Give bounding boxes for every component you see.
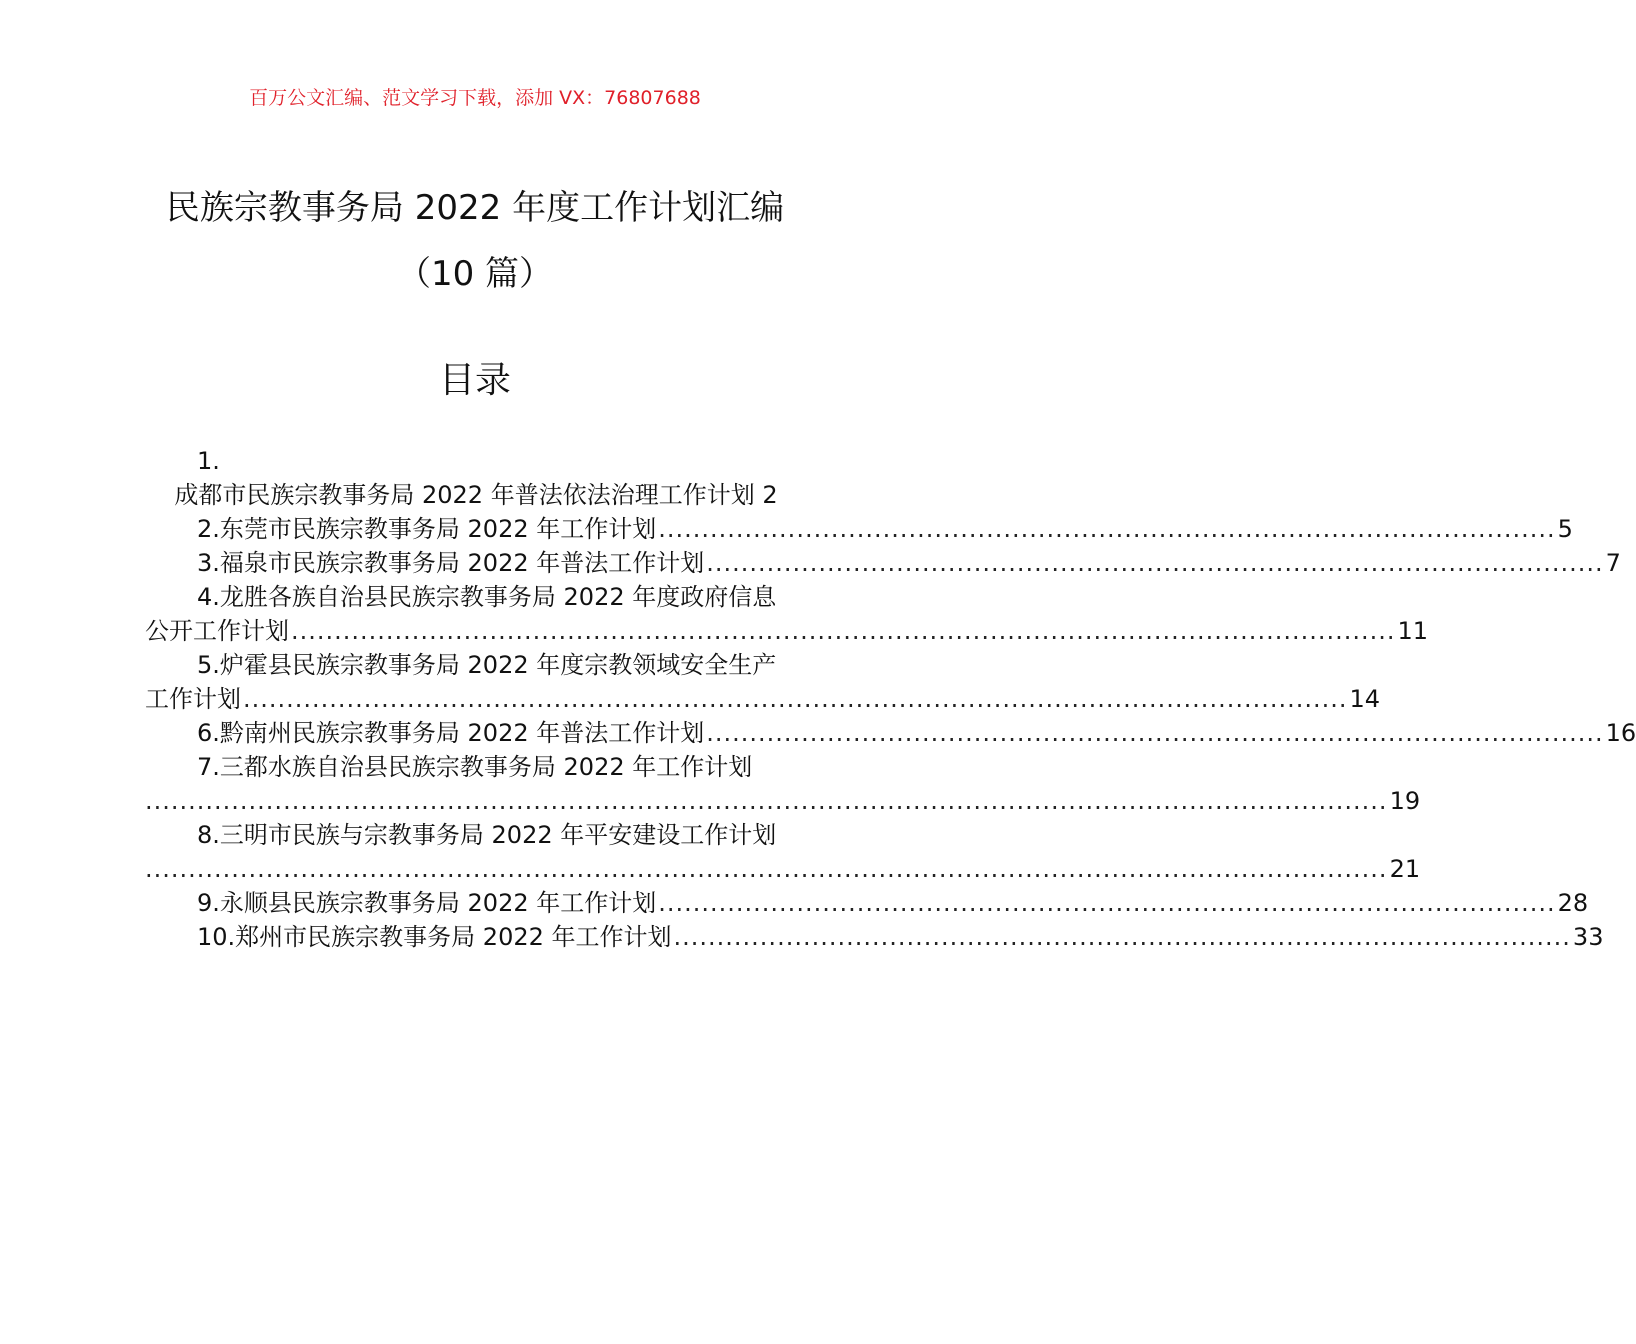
toc-entry-number: 1. xyxy=(197,447,220,475)
toc-entry-title: 三明市民族与宗教事务局 2022 年平安建设工作计划 xyxy=(219,821,777,849)
toc-entry-number: 6. xyxy=(197,719,220,747)
toc-entry-title-line2: 工作计划 xyxy=(145,685,241,713)
toc-entry-2[interactable] xyxy=(145,512,1573,546)
toc-leader-dots: ................................................................................................................................................ xyxy=(145,855,1388,883)
toc-entry-page: 11 xyxy=(1397,617,1429,645)
toc-leader-dots: ................................................................................................................................ xyxy=(291,617,1396,645)
toc-entry-1-number xyxy=(145,444,859,478)
toc-leader-dots: ........................................................................................................ xyxy=(706,719,1604,747)
toc-entry-title: 福泉市民族宗教事务局 2022 年普法工作计划 xyxy=(219,549,705,577)
toc-entry-title: 三都水族自治县民族宗教事务局 2022 年工作计划 xyxy=(219,753,753,781)
toc-entry-10[interactable] xyxy=(145,920,1604,954)
document-subtitle: （10 篇） xyxy=(396,254,554,294)
document-title: 民族宗教事务局 2022 年度工作计划汇编 xyxy=(165,188,785,228)
toc-entry-page: 19 xyxy=(1389,787,1421,815)
toc-entry-title-line2: 公开工作计划 xyxy=(145,617,289,645)
toc-entry-number: 10. xyxy=(197,923,236,951)
toc-entry-page: 14 xyxy=(1349,685,1381,713)
toc-entry-title: 成都市民族宗教事务局 2022 年普法依法治理工作计划 xyxy=(174,481,755,509)
toc-entry-4-continued[interactable] xyxy=(145,614,1429,648)
toc-entry-8[interactable] xyxy=(145,818,807,852)
toc-entry-number: 9. xyxy=(197,889,220,917)
toc-entry-4[interactable] xyxy=(145,580,807,614)
toc-entry-title: 永顺县民族宗教事务局 2022 年工作计划 xyxy=(219,889,657,917)
toc-leader-dots: ........................................................................................................ xyxy=(673,923,1571,951)
toc-entry-page: 16 xyxy=(1605,719,1636,747)
toc-entry-page: 21 xyxy=(1389,855,1421,883)
toc-entry-7[interactable] xyxy=(145,750,807,784)
toc-entry-page: 28 xyxy=(1557,889,1589,917)
toc-entry-number: 5. xyxy=(197,651,220,679)
toc-entry-number: 8. xyxy=(197,821,220,849)
toc-entry-number: 3. xyxy=(197,549,220,577)
toc-entry-title-line1: 龙胜各族自治县民族宗教事务局 2022 年度政府信息 xyxy=(219,583,777,611)
toc-entry-3[interactable] xyxy=(145,546,1621,580)
toc-entry-title: 东莞市民族宗教事务局 2022 年工作计划 xyxy=(219,515,657,543)
header-note: 百万公文汇编、范文学习下载，添加 VX：76807688 xyxy=(249,87,701,109)
toc-entry-8-continued[interactable] xyxy=(145,852,1421,886)
toc-entry-page: 2 xyxy=(762,481,778,509)
toc-entry-9[interactable] xyxy=(145,886,1589,920)
toc-entry-title: 黔南州民族宗教事务局 2022 年普法工作计划 xyxy=(219,719,705,747)
toc-leader-dots: ........................................................................................................ xyxy=(658,515,1556,543)
toc-entry-7-continued[interactable] xyxy=(145,784,1421,818)
toc-entry-1[interactable] xyxy=(145,478,807,512)
toc-entry-title-line1: 炉霍县民族宗教事务局 2022 年度宗教领域安全生产 xyxy=(219,651,777,679)
toc-entry-number: 2. xyxy=(197,515,220,543)
toc-leader-dots: ................................................................................................................................................ xyxy=(145,787,1388,815)
toc-entry-5-continued[interactable] xyxy=(145,682,1381,716)
toc-entry-title: 郑州市民族宗教事务局 2022 年工作计划 xyxy=(235,923,672,951)
toc-leader-dots: ................................................................................................................................ xyxy=(243,685,1348,713)
toc-entry-page: 33 xyxy=(1572,923,1604,951)
toc-entry-number: 4. xyxy=(197,583,220,611)
toc-entry-number: 7. xyxy=(197,753,220,781)
toc-leader-dots: ........................................................................................................ xyxy=(658,889,1556,917)
toc-heading: 目录 xyxy=(438,360,511,401)
toc-leader-dots: ........................................................................................................ xyxy=(706,549,1604,577)
toc-entry-6[interactable] xyxy=(145,716,1636,750)
toc-entry-5[interactable] xyxy=(145,648,807,682)
toc-entry-page: 7 xyxy=(1605,549,1621,577)
toc-entry-page: 5 xyxy=(1557,515,1573,543)
